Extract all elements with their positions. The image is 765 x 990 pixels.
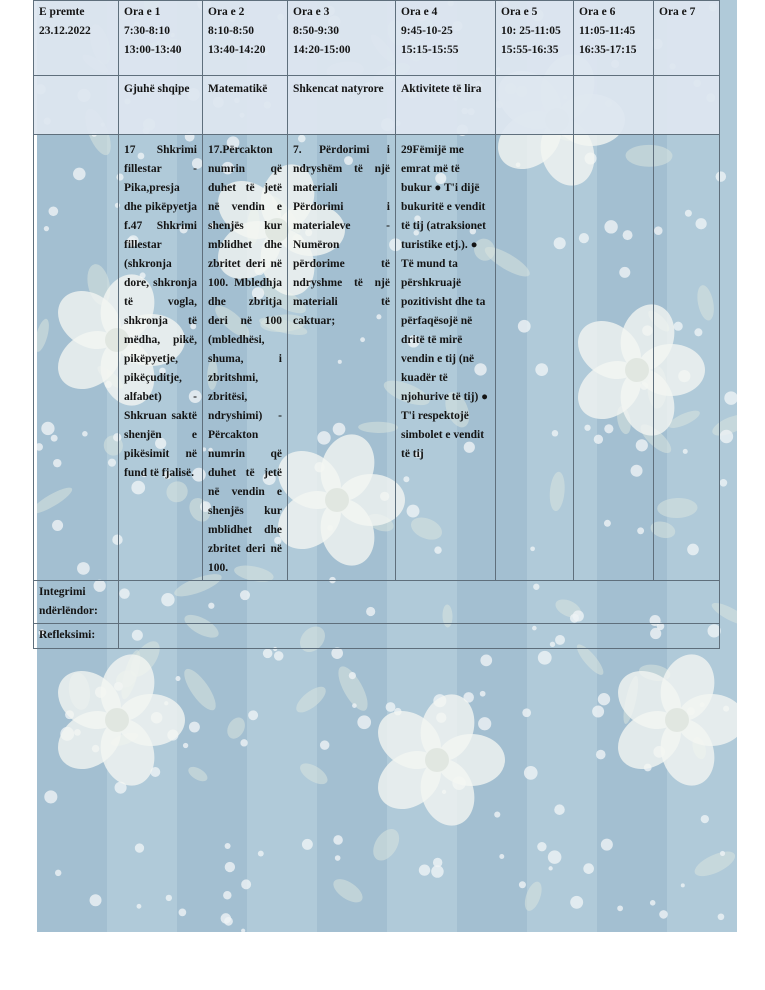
period-cell	[574, 1, 654, 76]
period-time: 8:50-9:30	[293, 25, 339, 37]
period-label: Ora e 3	[293, 6, 330, 18]
integration-row	[34, 581, 720, 624]
daily-lesson-plan-table	[33, 0, 720, 649]
period-cell	[119, 1, 203, 76]
period-time: 8:10-8:50	[208, 25, 254, 37]
period-time: 15:55-16:35	[501, 44, 559, 56]
period-label: Ora e 4	[401, 6, 438, 18]
integration-value	[119, 581, 720, 624]
subject-cell	[574, 76, 654, 135]
subject-cell	[654, 76, 720, 135]
period-time: 15:15-15:55	[401, 44, 459, 56]
period-time: 9:45-10-25	[401, 25, 453, 37]
period-cell	[396, 1, 496, 76]
period-time: 14:20-15:00	[293, 44, 351, 56]
period-time: 13:40-14:20	[208, 44, 266, 56]
subject-cell: Aktivitete të lira	[396, 76, 496, 135]
empty-cell	[574, 135, 654, 581]
lesson-content-period-1: 17 Shkrimi fillestar -Pika,presja dhe pikëpyetja f.47 Shkrimi fillestar (shkronja dore, shkronja të vogla, shkronja të mëdha, pikë, pikëpyetje, pikëçuditje, alfabet) -Shkruan saktë shenjën e pikësimit në fund të fjalisë.	[119, 135, 203, 581]
subject-cell: Matematikë	[203, 76, 288, 135]
period-cell	[496, 1, 574, 76]
empty-cell	[34, 135, 119, 581]
period-label: Ora e 5	[501, 6, 538, 18]
period-label: Ora e 2	[208, 6, 245, 18]
lesson-content-period-4: 29Fëmijë me emrat më të bukur ● T'i dijë bukuritë e vendit të tij (atraksionet turistike etj.). ● Të mund ta përshkruajë pozitivisht dhe ta përfaqësojë në dritë të mirë vendin e tij (në kuadër të njohurive të tij) ● T'i respektojë simbolet e vendit të tij	[396, 135, 496, 581]
period-time: 16:35-17:15	[579, 44, 637, 56]
subjects-row	[34, 76, 720, 135]
period-label: Ora e 6	[579, 6, 616, 18]
content-row	[34, 135, 720, 581]
subject-cell: Shkencat natyrore	[288, 76, 396, 135]
period-cell	[654, 1, 720, 76]
period-label: Ora e 1	[124, 6, 161, 18]
integration-label-line: Integrimi	[39, 586, 86, 598]
lesson-content-period-2: 17.Përcakton numrin që duhet të jetë në vendin e shenjës kur mblidhet dhe zbritet deri në 100. Mbledhja dhe zbritja deri në 100 (mbledhësi, shuma, i zbritshmi, zbritësi, ndryshimi) -Përcakton numrin që duhet të jetë në vendin e shenjës kur mblidhet dhe zbritet deri në 100.	[203, 135, 288, 581]
day-name: E premte	[39, 6, 85, 18]
empty-cell	[34, 76, 119, 135]
day-cell	[34, 1, 119, 76]
lesson-content-period-3: 7. Përdorimi i ndryshëm të një materiali Përdorimi i materialeve -Numëron përdorime të ndryshme të një materiali të caktuar;	[288, 135, 396, 581]
subject-cell	[496, 76, 574, 135]
period-time: 7:30-8:10	[124, 25, 170, 37]
reflection-label: Refleksimi:	[34, 624, 119, 649]
empty-cell	[654, 135, 720, 581]
period-time: 13:00-13:40	[124, 44, 182, 56]
reflection-value	[119, 624, 720, 649]
empty-cell	[496, 135, 574, 581]
period-cell	[203, 1, 288, 76]
subject-cell: Gjuhë shqipe	[119, 76, 203, 135]
integration-label-line: ndërlëndor:	[39, 605, 98, 617]
header-row	[34, 1, 720, 76]
period-time: 11:05-11:45	[579, 25, 636, 37]
period-cell	[288, 1, 396, 76]
period-label: Ora e 7	[659, 6, 696, 18]
day-date: 23.12.2022	[39, 25, 91, 37]
integration-label	[34, 581, 119, 624]
reflection-row	[34, 624, 720, 649]
period-time: 10: 25-11:05	[501, 25, 561, 37]
